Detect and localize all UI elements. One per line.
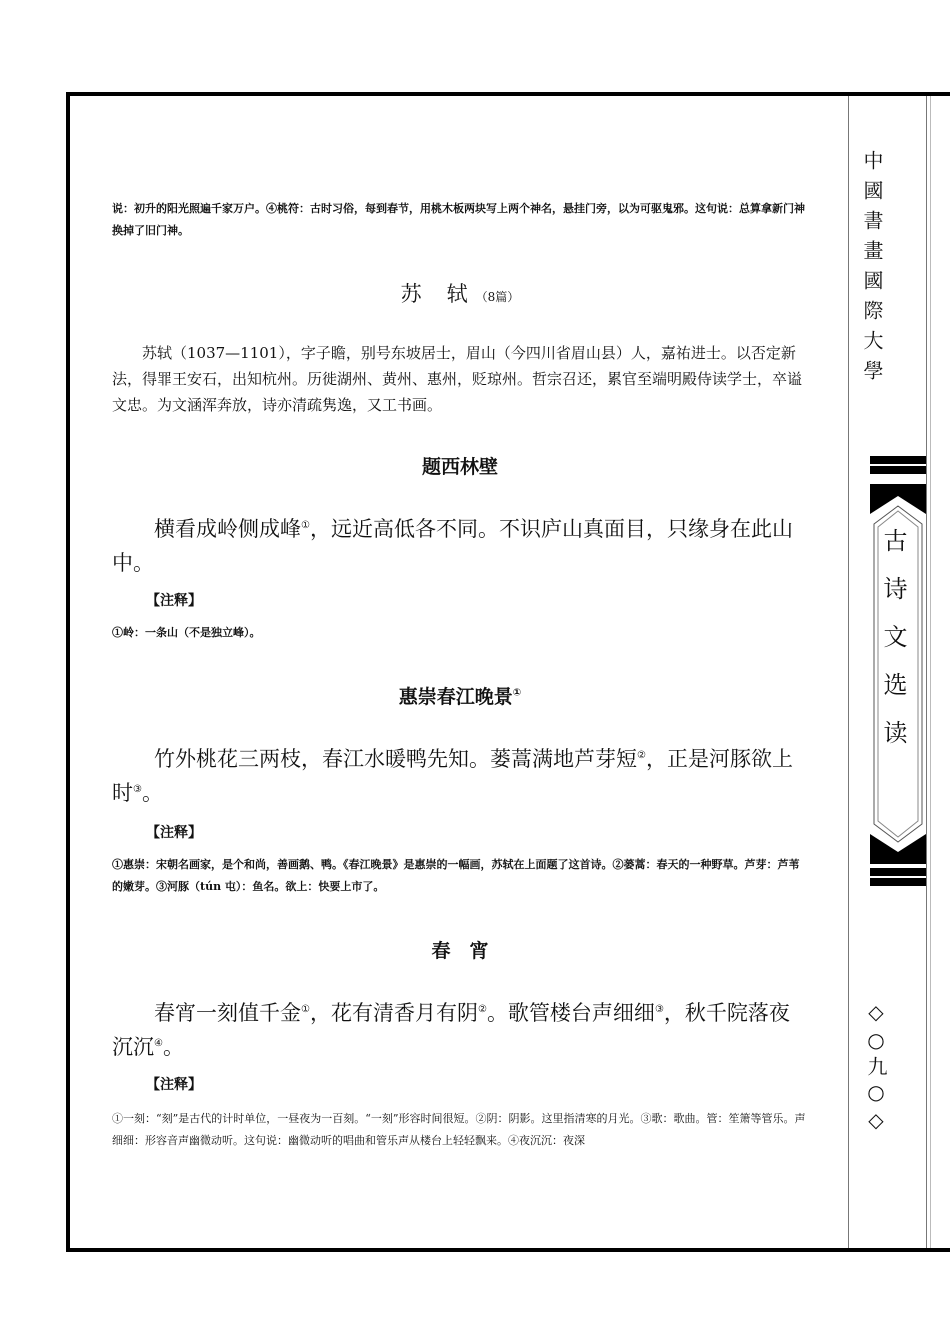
author-heading	[112, 278, 808, 308]
author-count: （8篇）	[475, 290, 520, 304]
sidebar-rule-right	[926, 96, 927, 1248]
sidebar-rule-left	[848, 96, 849, 1248]
sidebar-rule-outer	[930, 96, 931, 1248]
poem-text: 春宵一刻值千金①，花有清香月有阴②。歌管楼台声细细③，秋千院落夜沉沉④。	[112, 1001, 790, 1059]
plaque-bar-bottom	[870, 868, 926, 876]
plaque-bar-top	[870, 456, 926, 464]
carryover-note: 说：初升的阳光照遍千家万户。④桃符：古时习俗，每到春节，用桃木板两块写上两个神名，悬挂门旁，以为可驱鬼邪。这句说：总算拿新门神换掉了旧门神。	[112, 202, 805, 237]
author-name: 苏 轼	[400, 282, 470, 306]
poem-title: 春 宵	[431, 940, 489, 962]
page-border-left	[66, 92, 70, 1252]
note-label: 【注释】	[146, 1077, 202, 1093]
page-border-top	[66, 92, 950, 96]
page-number: ◇○九○◇	[864, 1000, 888, 1136]
poem-text: 横看成岭侧成峰①，远近高低各不同。不识庐山真面目，只缘身在此山中。	[112, 517, 793, 575]
poem-notes: ①惠崇：宋朝名画家，是个和尚，善画鹅、鸭。《春江晚景》是惠崇的一幅画，苏轼在上面题了这首诗。②蒌蒿：春天的一种野草。芦芽：芦苇的嫩芽。③河豚（tún 屯）：鱼名。欲上：快要上市了。	[112, 858, 800, 893]
note-label: 【注释】	[146, 593, 202, 609]
author-bio: 苏轼（1037—1101），字子瞻，别号东坡居士，眉山（今四川省眉山县）人，嘉祐进士。以否定新法，得罪王安石，出知杭州。历徙湖州、黄州、惠州，贬琼州。哲宗召还，累官至端明殿侍读学士，卒谥文忠。为文涵浑奔放，诗亦清疏隽逸，又工书画。	[112, 344, 803, 414]
poem-text: 竹外桃花三两枝，春江水暖鸭先知。蒌蒿满地芦芽短②，正是河豚欲上时③。	[112, 747, 793, 805]
page-border-bottom	[66, 1248, 950, 1252]
poem-notes: ①岭：一条山（不是独立峰）。	[112, 626, 261, 639]
book-title: 古诗文选读	[879, 528, 907, 768]
note-label: 【注释】	[146, 825, 202, 841]
plaque-bar-top-2	[870, 466, 926, 474]
poem-title: 题西林壁	[421, 456, 498, 478]
plaque-bar-bottom-2	[870, 878, 926, 886]
school-name: 中國書畫國際大學	[860, 150, 884, 390]
poem-notes: ①一刻：“刻”是古代的计时单位，一昼夜为一百刻。“一刻”形容时间很短。②阴：阴影。这里指清寒的月光。③歌：歌曲。管：笙箫等管乐。声细细：形容音声幽微动听。这句说：幽微动听的唱曲和管乐声从楼台上轻轻飘来。④夜沉沉：夜深	[112, 1112, 806, 1147]
poem-title: 惠崇春江晚景①	[398, 686, 522, 708]
